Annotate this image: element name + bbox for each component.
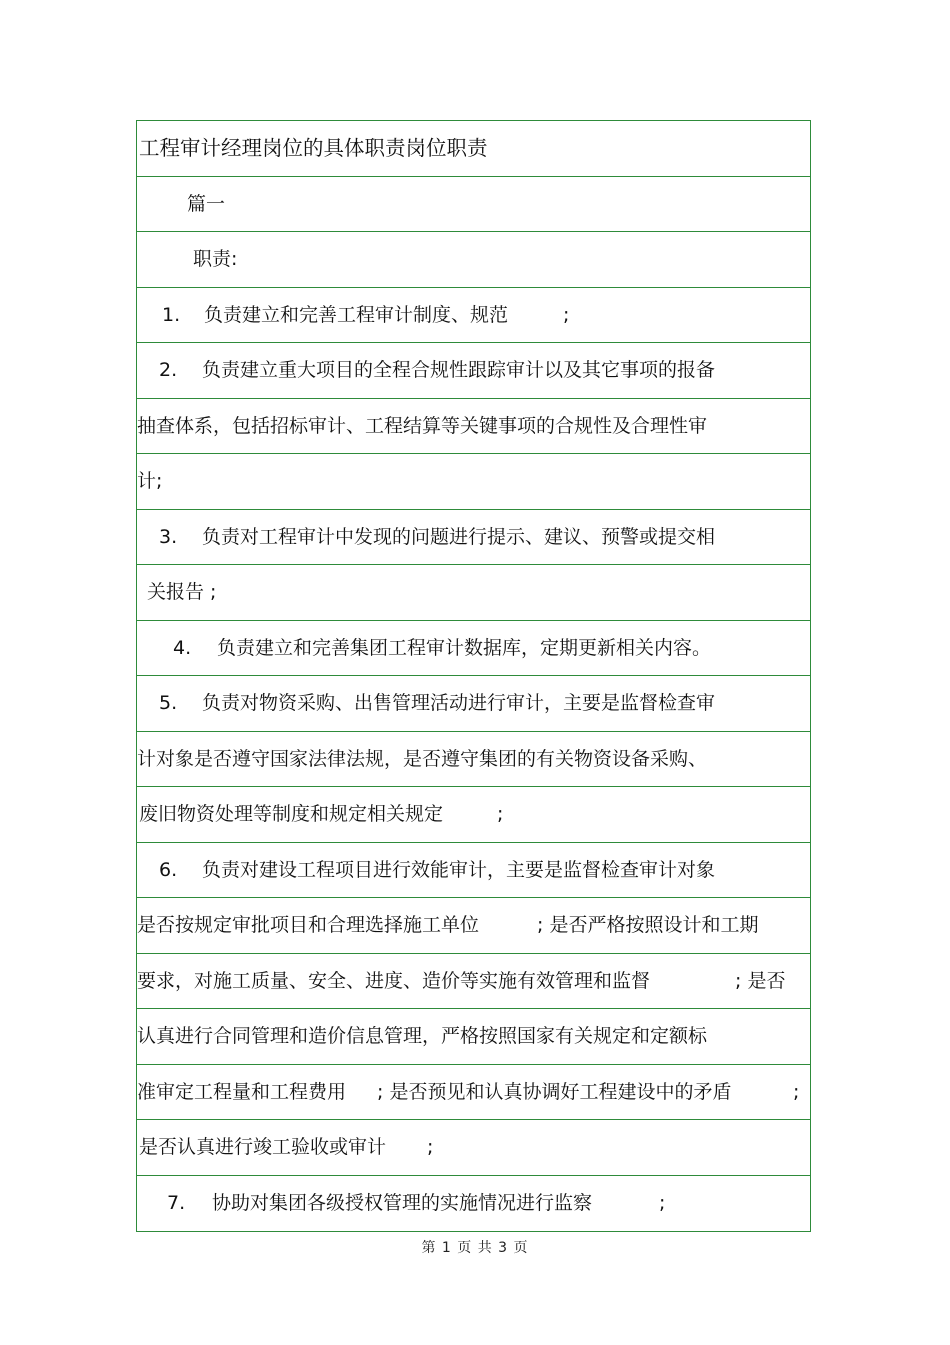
table-row	[137, 898, 810, 954]
table-row	[137, 177, 810, 233]
table-row	[137, 121, 810, 177]
section-label: 篇一	[187, 192, 226, 215]
line-text: 抽查体系，包括招标审计、工程结算等关键事项的合规性及合理性审	[137, 414, 708, 437]
table-row	[137, 565, 810, 621]
line-text: 认真进行合同管理和造价信息管理，严格按照国家有关规定和定额标	[137, 1025, 708, 1047]
item-number: 6.	[159, 858, 178, 881]
table-row	[137, 1120, 810, 1176]
table-row	[137, 510, 810, 566]
table-row	[137, 343, 810, 399]
line-tail: ;	[563, 303, 570, 326]
table-row	[137, 621, 810, 677]
line-text: 负责对工程审计中发现的问题进行提示、建议、预警或提交相	[202, 525, 716, 548]
table-row	[137, 399, 810, 455]
table-row	[137, 732, 810, 788]
line-text: 废旧物资处理等制度和规定相关规定	[139, 803, 444, 825]
line-text: 协助对集团各级授权管理的实施情况进行监察	[212, 1191, 593, 1214]
line-text: 是否认真进行竣工验收或审计	[139, 1136, 387, 1158]
line-text: 负责建立和完善工程审计制度、规范	[204, 303, 509, 326]
table-row	[137, 843, 810, 899]
document-title: 工程审计经理岗位的具体职责岗位职责	[139, 136, 488, 160]
table-row	[137, 954, 810, 1010]
table-row	[137, 454, 810, 510]
line-text: 负责对建设工程项目进行效能审计，主要是监督检查审计对象	[202, 858, 716, 881]
line-text: 是否按规定审批项目和合理选择施工单位	[137, 914, 480, 936]
line-text: 计;	[137, 470, 163, 492]
table-row	[137, 232, 810, 288]
line-tail: ; 是否	[735, 969, 786, 992]
item-number: 1.	[162, 303, 181, 326]
line-tail: ;	[659, 1191, 666, 1214]
line-text: 关报告 ;	[147, 581, 217, 603]
table-row	[137, 288, 810, 344]
line-tail: ;	[427, 1136, 434, 1158]
table-row	[137, 1176, 810, 1232]
line-tail: ;	[793, 1080, 800, 1103]
line-text: 准审定工程量和工程费用	[137, 1080, 347, 1103]
line-text: 要求，对施工质量、安全、进度、造价等实施有效管理和监督	[137, 969, 651, 992]
content-table	[136, 120, 811, 1232]
table-row	[137, 787, 810, 843]
item-number: 3.	[159, 525, 178, 548]
line-text: 计对象是否遵守国家法律法规，是否遵守集团的有关物资设备采购、	[137, 747, 708, 770]
line-text: 负责对物资采购、出售管理活动进行审计，主要是监督检查审	[202, 692, 716, 714]
heading-label: 职责:	[193, 248, 238, 270]
line-tail: ; 是否预见和认真协调好工程建设中的矛盾	[377, 1080, 732, 1103]
line-tail: ; 是否严格按照设计和工期	[537, 914, 759, 936]
item-number: 5.	[159, 692, 178, 714]
item-number: 2.	[159, 359, 178, 381]
page-footer: 第 1 页 共 3 页	[421, 1240, 529, 1256]
table-row	[137, 676, 810, 732]
line-text: 负责建立重大项目的全程合规性跟踪审计以及其它事项的报备	[202, 359, 716, 381]
table-row	[137, 1009, 810, 1065]
line-text: 负责建立和完善集团工程审计数据库，定期更新相关内容。	[217, 636, 712, 659]
table-row	[137, 1065, 810, 1121]
item-number: 4.	[173, 636, 192, 659]
item-number: 7.	[167, 1191, 186, 1214]
line-tail: ;	[497, 803, 504, 825]
